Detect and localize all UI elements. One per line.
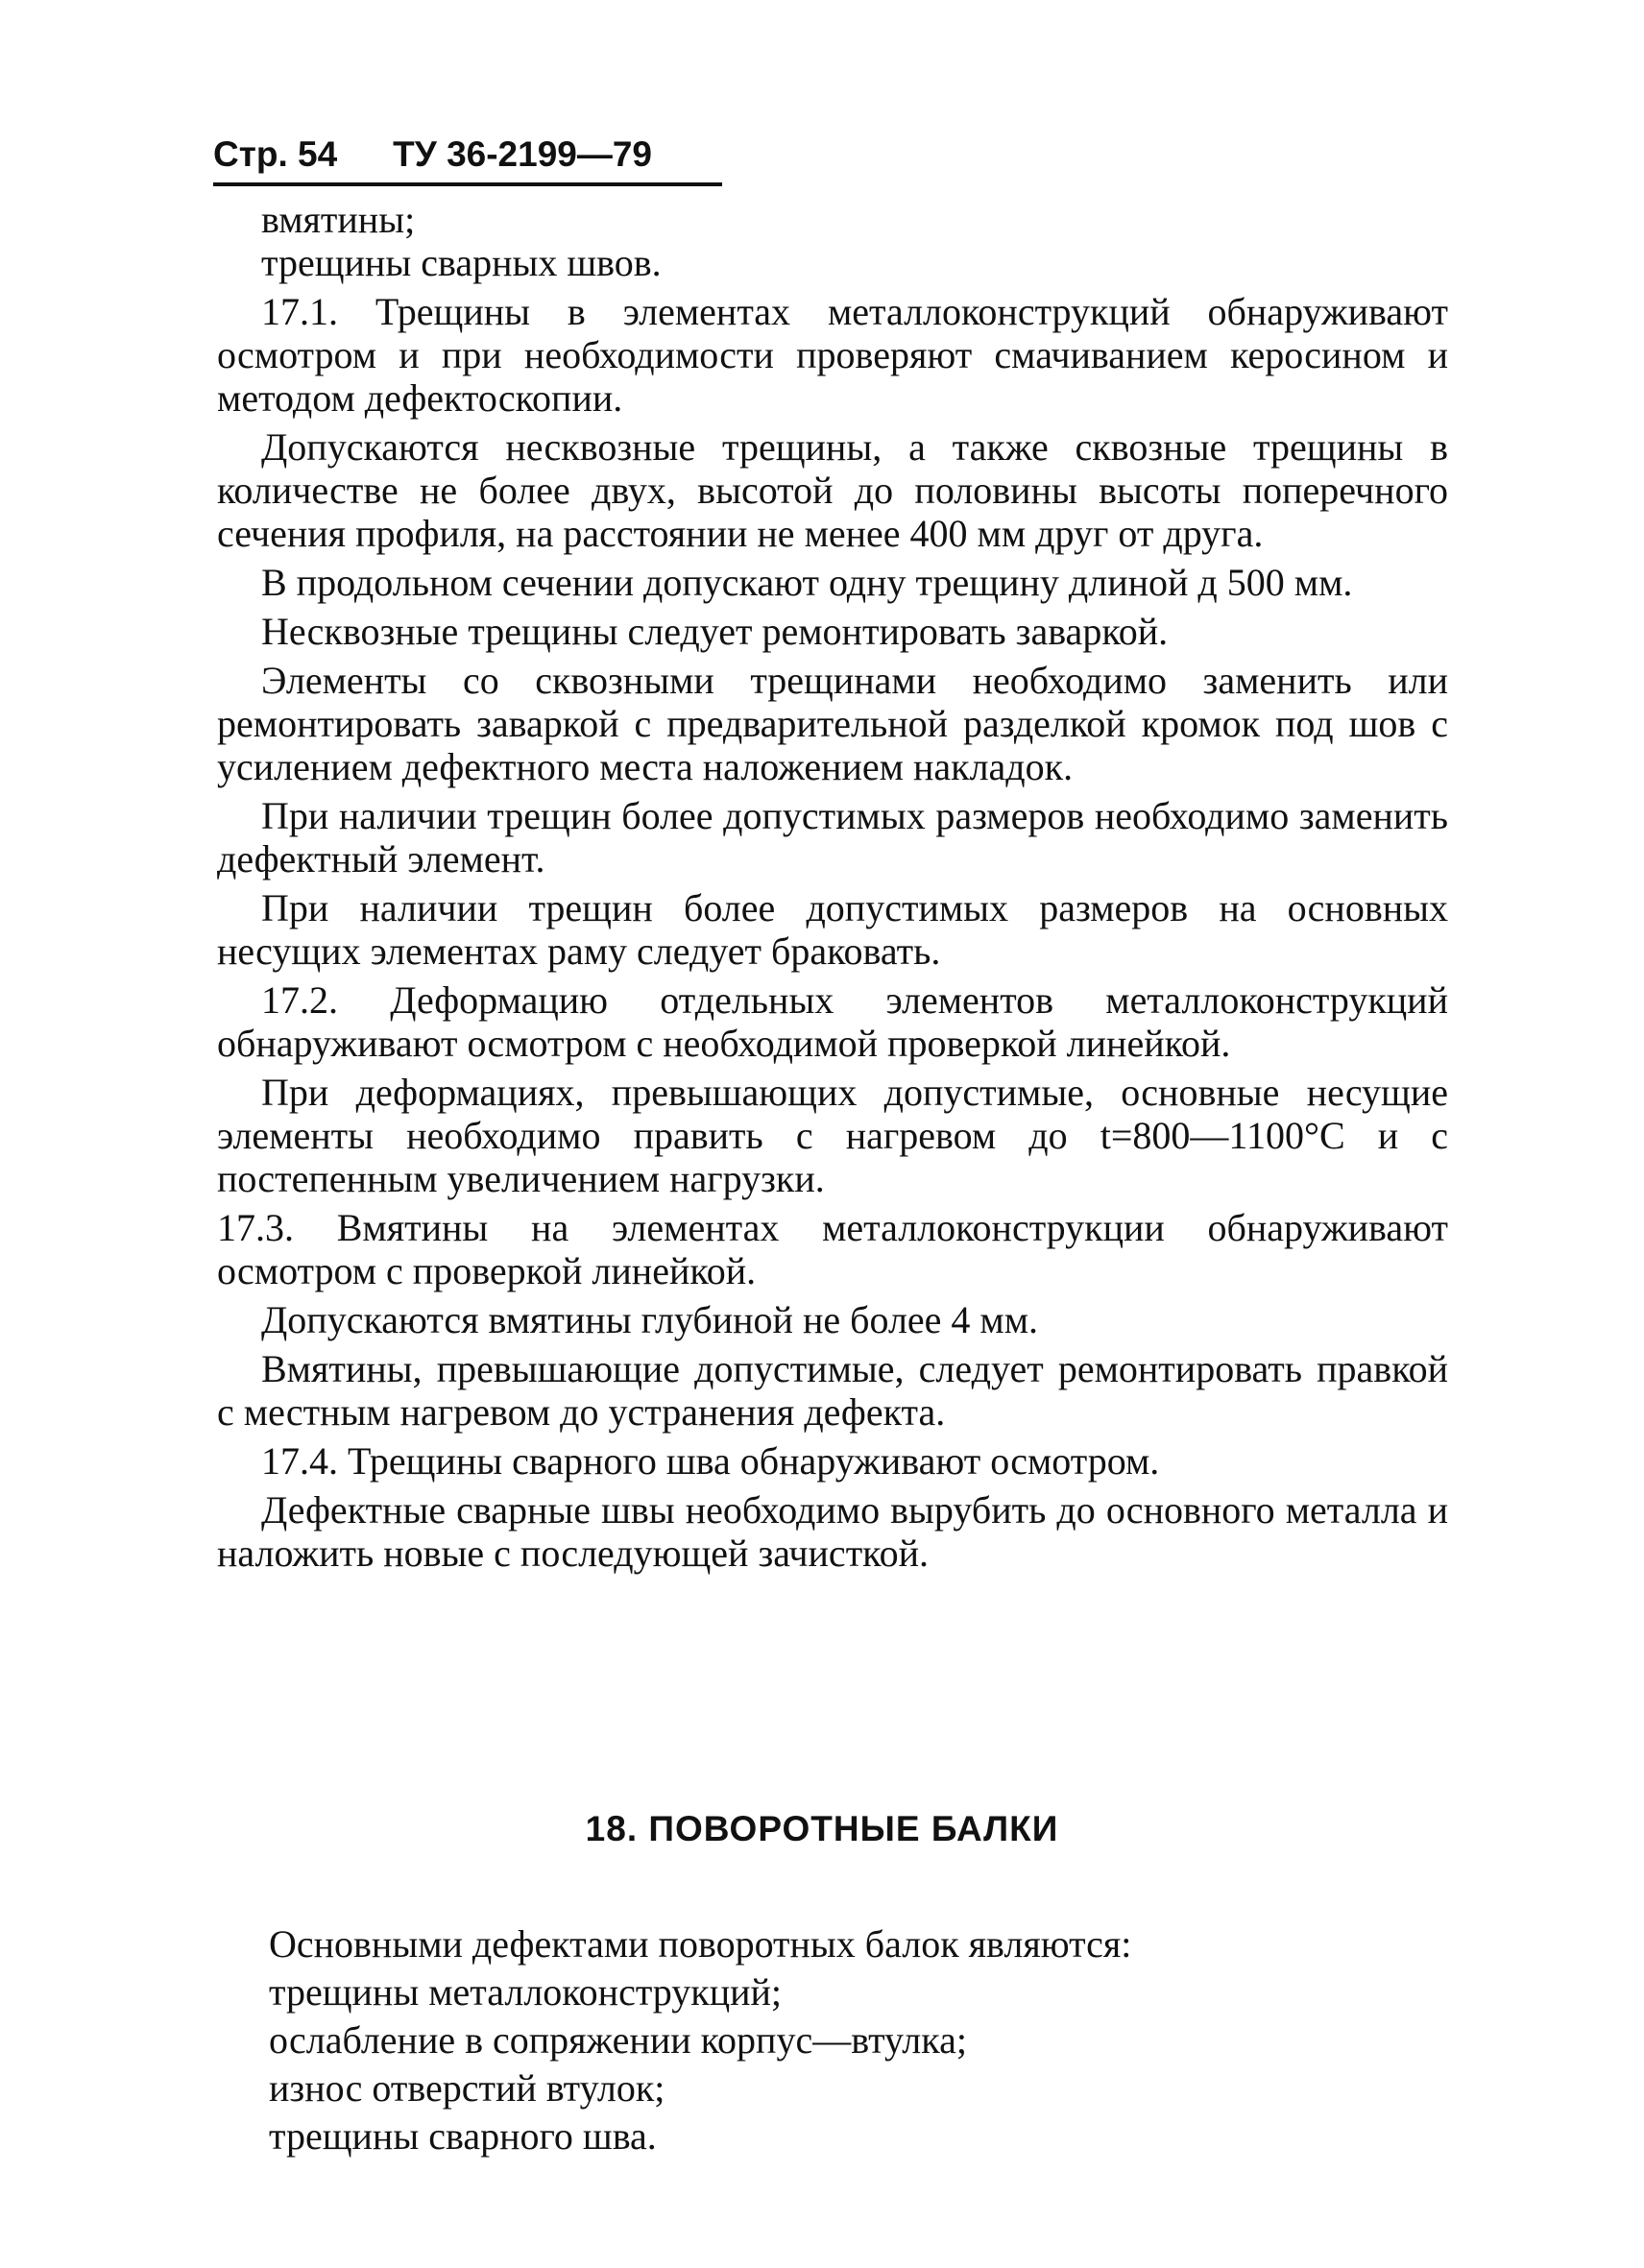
section-body	[269, 1920, 1421, 2160]
paragraph: В продольном сечении допускают одну трещину длиной д 500 мм.	[261, 561, 1353, 604]
page-number: Стр. 54	[213, 134, 338, 174]
paragraph: трещины сварных швов.	[261, 241, 662, 284]
section-line: износ отверстий втулок;	[269, 2066, 665, 2110]
paragraph: Допускаются несквозные трещины, а также сквозные трещины в количестве не более двух, высотой до половины высоты поперечного сечения профиля, на расстоянии не менее 400 мм друг от друга.	[217, 425, 1448, 555]
paragraph: При наличии трещин более допустимых размеров необходимо заменить дефектный элемент.	[217, 794, 1448, 881]
paragraph: 17.1. Трещины в элементах металлоконструкций обнаруживают осмотром и при необходимости проверяют смачиванием керосином и методом дефектоскопии.	[217, 290, 1448, 420]
paragraph: Допускаются вмятины глубиной не более 4 мм.	[261, 1298, 1039, 1341]
paragraph: Несквозные трещины следует ремонтировать заваркой.	[261, 610, 1169, 653]
paragraph: Вмятины, превышающие допустимые, следует ремонтировать правкой с местным нагревом до устранения дефекта.	[217, 1347, 1448, 1434]
paragraph: При деформациях, превышающих допустимые, основные несущие элементы необходимо править с нагревом до t=800—1100°С и с постепенным увеличением нагрузки.	[217, 1071, 1448, 1200]
paragraph: При наличии трещин более допустимых размеров на основных несущих элементах раму следует браковать.	[217, 886, 1448, 973]
section-title: 18. ПОВОРОТНЫЕ БАЛКИ	[585, 1809, 1059, 1848]
body-text	[217, 198, 1448, 1580]
paragraph: 17.3. Вмятины на элементах металлоконструкции обнаруживают осмотром с проверкой линейкой.	[217, 1206, 1448, 1292]
paragraph: Элементы со сквозными трещинами необходимо заменить или ремонтировать заваркой с предварительной разделкой кромок под шов с усилением дефектного места наложением накладок.	[217, 659, 1448, 788]
section-line: ослабление в сопряжении корпус—втулка;	[269, 2018, 967, 2062]
section-line: Основными дефектами поворотных балок являются:	[269, 1922, 1132, 1966]
paragraph: Дефектные сварные швы необходимо вырубить до основного металла и наложить новые с последующей зачисткой.	[217, 1488, 1448, 1575]
paragraph: 17.2. Деформацию отдельных элементов металлоконструкций обнаруживают осмотром с необходимой проверкой линейкой.	[217, 978, 1448, 1065]
paragraph: вмятины;	[261, 198, 416, 241]
page-header	[213, 127, 722, 186]
section-line: трещины металлоконструкций;	[269, 1970, 783, 2014]
section-line: трещины сварного шва.	[269, 2114, 657, 2158]
paragraph: 17.4. Трещины сварного шва обнаруживают осмотром.	[261, 1439, 1160, 1483]
document-code: ТУ 36-2199—79	[393, 134, 653, 174]
